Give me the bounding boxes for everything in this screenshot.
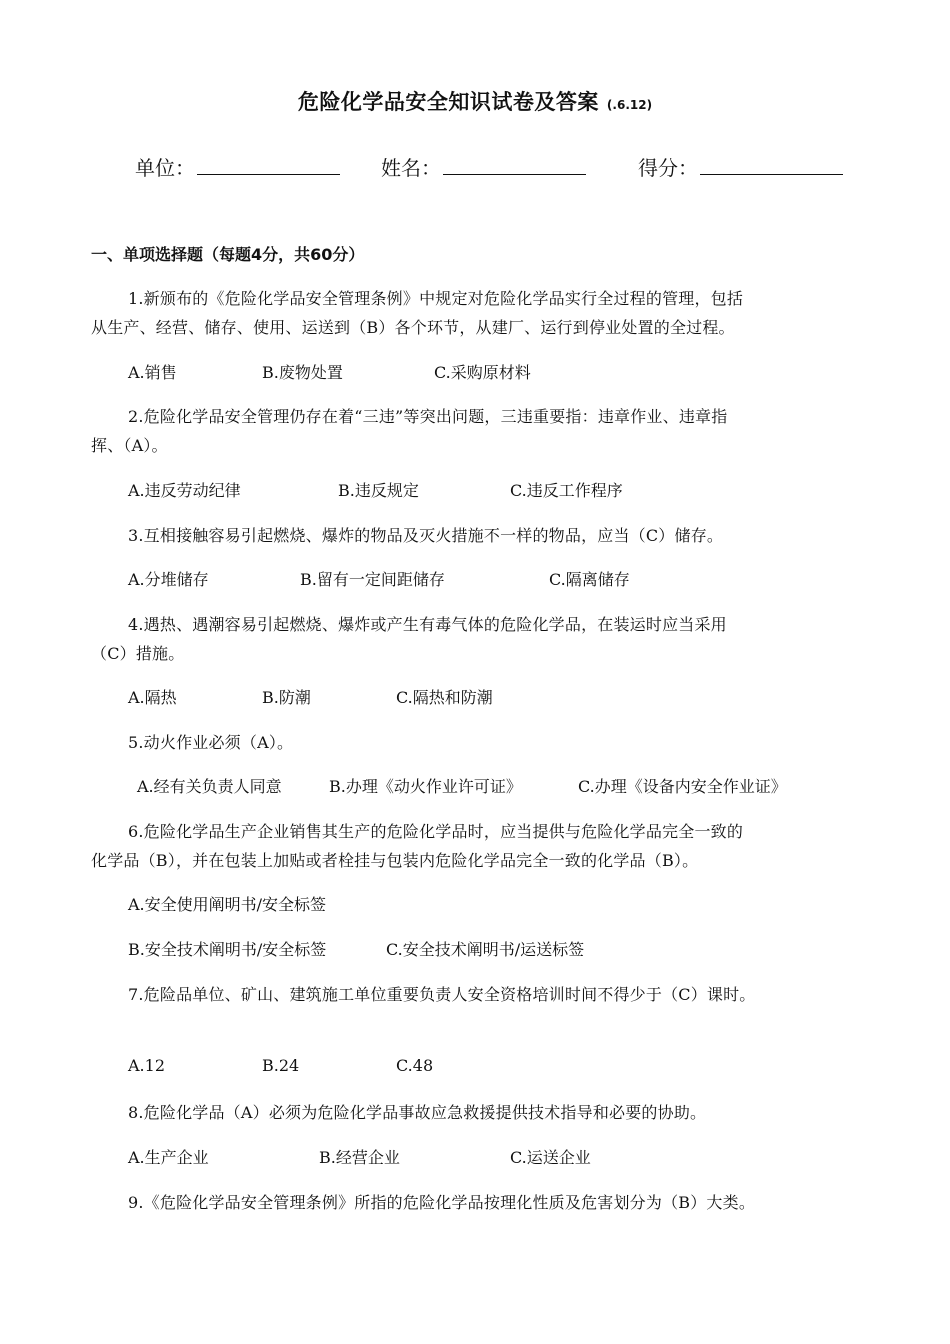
unit-field [135,152,340,181]
question-6-option-a: A.安全使用阐明书/安全标签 [128,895,327,914]
question-4-option-a: A.隔热 [128,688,177,707]
question-3-line-1: 3.互相接触容易引起燃烧、爆炸的物品及灭火措施不一样的物品，应当（C）储存。 [128,526,724,545]
question-6-line-2: 化学品（B），并在包装上加贴或者栓挂与包装内危险化学品完全一致的化学品（B）。 [91,851,699,870]
question-8-option-c: C.运送企业 [510,1148,591,1167]
question-8-line-1: 8.危险化学品（A）必须为危险化学品事故应急救援提供技术指导和必要的协助。 [128,1103,707,1122]
question-1-line-2: 从生产、经营、储存、使用、运送到（B）各个环节，从建厂、运行到停业处置的全过程。 [91,318,735,337]
page-title [0,86,950,116]
unit-label: 单位： [135,156,195,180]
question-8-option-b: B.经营企业 [319,1148,400,1167]
question-7-option-b: B.24 [262,1056,300,1075]
question-4-option-b: B.防潮 [262,688,311,707]
question-2-line-1: 2.危险化学品安全管理仍存在着“三违”等突出问题，三违重要指：违章作业、违章指 [128,407,728,426]
question-2-option-b: B.违反规定 [338,481,419,500]
question-2-option-c: C.违反工作程序 [510,481,623,500]
name-blank [443,154,586,175]
score-field [638,152,843,181]
name-label: 姓名： [381,156,441,180]
question-7-option-c: C.48 [396,1056,434,1075]
name-field [381,152,586,181]
question-1-option-c: C.采购原材料 [434,363,531,382]
score-blank [700,154,843,175]
question-3-option-b: B.留有一定间距储存 [300,570,445,589]
question-5-option-a: A.经有关负责人同意 [137,777,282,796]
question-5-line-1: 5.动火作业必须（A）。 [128,733,294,752]
question-4-option-c: C.隔热和防潮 [396,688,493,707]
question-1-option-b: B.废物处置 [262,363,343,382]
question-6-option-b: B.安全技术阐明书/安全标签 [128,940,327,959]
question-7-line-1: 7.危险品单位、矿山、建筑施工单位重要负责人安全资格培训时间不得少于（C）课时。 [128,985,756,1004]
question-2-line-2: 挥、（A）。 [91,436,168,455]
question-4-line-1: 4.遇热、遇潮容易引起燃烧、爆炸或产生有毒气体的危险化学品，在装运时应当采用 [128,615,727,634]
question-1-option-a: A.销售 [128,363,177,382]
title-date: (.6.12) [606,98,653,112]
question-3-option-c: C.隔离储存 [549,570,630,589]
question-6-line-1: 6.危险化学品生产企业销售其生产的危险化学品时，应当提供与危险化学品完全一致的 [128,822,744,841]
question-1-line-1: 1.新颁布的《危险化学品安全管理条例》中规定对危险化学品实行全过程的管理，包括 [128,289,744,308]
question-9-line-1: 9.《危险化学品安全管理条例》所指的危险化学品按理化性质及危害划分为（B）大类。 [128,1193,756,1212]
question-3-option-a: A.分堆储存 [128,570,209,589]
question-4-line-2: （C）措施。 [91,644,185,663]
question-8-option-a: A.生产企业 [128,1148,209,1167]
section-heading: 一、单项选择题（每题4分，共60分） [91,245,365,264]
question-7-option-a: A.12 [128,1056,165,1075]
question-2-option-a: A.违反劳动纪律 [128,481,241,500]
question-5-option-c: C.办理《设备内安全作业证》 [578,777,787,796]
question-5-option-b: B.办理《动火作业许可证》 [329,777,522,796]
title-main: 危险化学品安全知识试卷及答案 [297,90,599,114]
score-label: 得分： [638,156,698,180]
header-fields [135,152,875,186]
unit-blank [197,154,340,175]
question-6-option-c: C.安全技术阐明书/运送标签 [386,940,585,959]
